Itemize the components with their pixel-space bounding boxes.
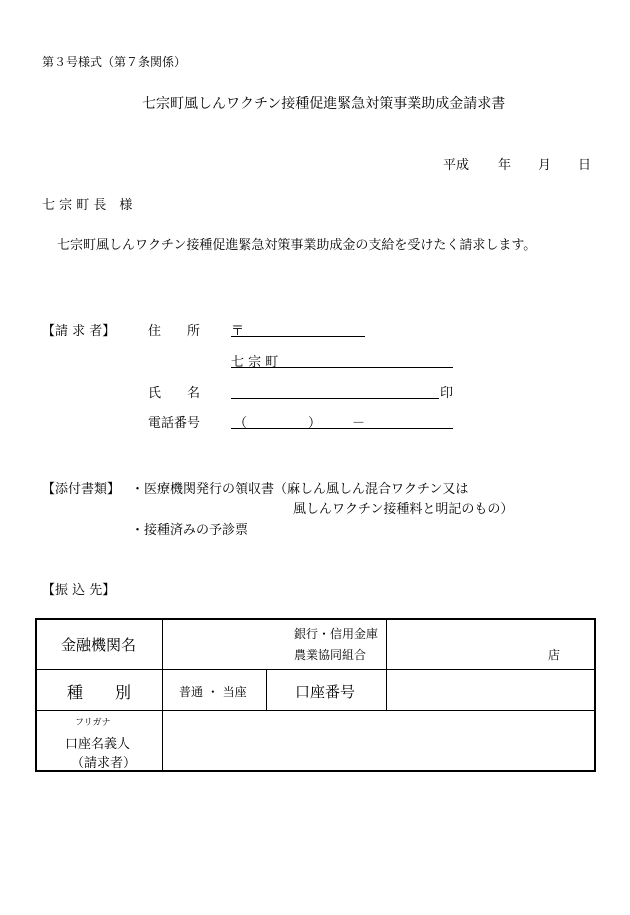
phone-dash: － [352,416,366,431]
phone-close-paren: ） [308,416,322,431]
day-label: 日 [578,158,592,173]
address-field[interactable] [231,367,453,368]
bank-name-label: 金融機関名 [61,636,137,654]
bank-type-1: 銀行・信用金庫 [294,627,379,641]
address-label: 住 所 [148,324,201,339]
postal-mark: 〒 [231,324,245,339]
branch-suffix: 店 [548,648,561,662]
account-holder-field[interactable] [163,711,596,770]
account-kind-label: 種 別 [67,683,132,702]
phone-open-paren: （ [234,416,248,431]
furigana-label: フリガナ [75,718,111,728]
account-holder-label: 口座名義人 [65,737,131,752]
postal-code-field[interactable] [231,336,365,337]
month-label: 月 [538,158,552,173]
town-prefix: 七 宗 町 [231,355,279,370]
claimant-label: 【請 求 者】 [42,324,116,339]
year-label: 年 [498,158,512,173]
era-label: 平成 [443,158,470,173]
form-title: 七宗町風しんワクチン接種促進緊急対策事業助成金請求書 [142,96,506,112]
attachments-label: 【添付書類】 [42,482,121,497]
bank-account-table [35,618,596,772]
attachment-item-1-line-1: ・医療機関発行の領収書（麻しん風しん混合ワクチン又は [131,482,469,497]
account-number-field[interactable] [387,670,596,709]
request-statement: 七宗町風しんワクチン接種促進緊急対策事業助成金の支給を受けたく請求します。 [57,238,537,253]
name-field[interactable] [231,398,439,399]
form-number: 第３号様式（第７条関係） [42,55,187,69]
account-holder-sub: （請求者） [71,756,137,771]
phone-field[interactable] [231,428,453,429]
addressee: 七 宗 町 長 様 [42,198,133,213]
name-label: 氏 名 [148,386,201,401]
attachment-item-1-line-2: 風しんワクチン接種料と明記のもの） [293,502,514,517]
seal-mark: 印 [440,386,454,401]
attachment-item-2: ・接種済みの予診票 [131,523,249,538]
phone-label: 電話番号 [148,416,201,431]
bank-type-2: 農業協同組合 [294,648,367,662]
transfer-label: 【振 込 先】 [42,583,116,598]
account-number-label: 口座番号 [295,683,356,701]
branch-name-field[interactable] [387,620,596,668]
account-kind-options[interactable]: 普通 ・ 当座 [179,685,247,699]
